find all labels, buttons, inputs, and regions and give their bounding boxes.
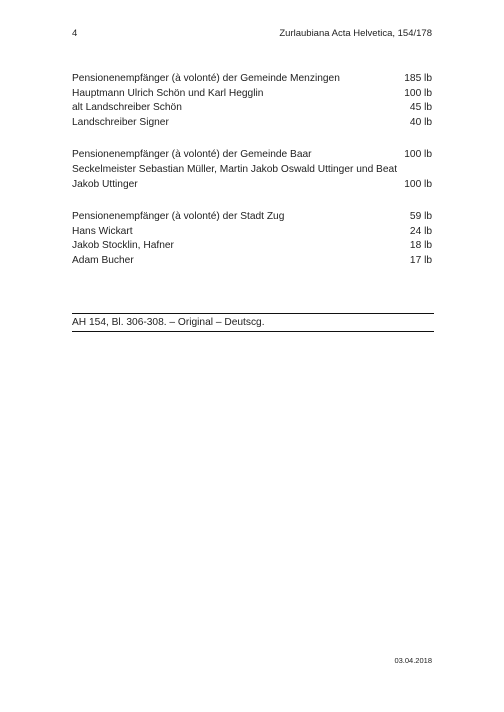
amount-value: 59 lb bbox=[409, 211, 432, 223]
running-title: Zurlaubiana Acta Helvetica, 154/178 bbox=[279, 28, 432, 39]
list-item bbox=[72, 101, 432, 116]
list-item bbox=[72, 254, 432, 269]
list-item bbox=[72, 178, 432, 193]
list-item bbox=[72, 225, 432, 240]
section-menzingen bbox=[72, 72, 432, 130]
amount-value: 100 lb bbox=[404, 87, 432, 99]
recipient-label: Seckelmeister Sebastian Müller, Martin Jakob Oswald Uttinger und Beat bbox=[72, 163, 398, 175]
amount-value: 24 lb bbox=[409, 225, 432, 237]
recipient-label: Adam Bucher bbox=[72, 254, 134, 266]
amount-value: 17 lb bbox=[409, 254, 432, 266]
recipient-label: Jakob Stocklin, Hafner bbox=[72, 240, 174, 252]
list-item bbox=[72, 148, 432, 163]
amount-value: 185 lb bbox=[404, 73, 432, 84]
amount-value: 45 lb bbox=[409, 102, 432, 114]
recipient-label: alt Landschreiber Schön bbox=[72, 102, 182, 114]
recipient-label: Jakob Uttinger bbox=[72, 178, 138, 190]
amount-value: 40 lb bbox=[409, 116, 432, 128]
list-item bbox=[72, 163, 432, 178]
section-baar bbox=[72, 148, 432, 192]
list-item bbox=[72, 116, 432, 131]
recipient-label: Hans Wickart bbox=[72, 225, 133, 237]
page-number: 4 bbox=[72, 28, 78, 39]
source-note: AH 154, Bl. 306-308. – Original – Deutscg. bbox=[72, 313, 434, 332]
recipient-label: Hauptmann Ulrich Schön und Karl Hegglin bbox=[72, 87, 264, 99]
recipient-label: Landschreiber Signer bbox=[72, 116, 169, 128]
recipient-label: Pensionenempfänger (à volonté) der Stadt Zug bbox=[72, 211, 285, 223]
list-item bbox=[72, 72, 432, 87]
pension-list bbox=[72, 72, 432, 287]
amount-value: 100 lb bbox=[404, 149, 432, 161]
list-item bbox=[72, 87, 432, 102]
footer-date: 03.04.2018 bbox=[394, 656, 432, 665]
amount-value: 100 lb bbox=[404, 178, 432, 190]
section-stadt-zug bbox=[72, 210, 432, 268]
recipient-label: Pensionenempfänger (à volonté) der Gemeinde Menzingen bbox=[72, 73, 340, 84]
list-item bbox=[72, 210, 432, 225]
amount-value: 18 lb bbox=[409, 240, 432, 252]
recipient-label: Pensionenempfänger (à volonté) der Gemeinde Baar bbox=[72, 149, 312, 161]
list-item bbox=[72, 239, 432, 254]
